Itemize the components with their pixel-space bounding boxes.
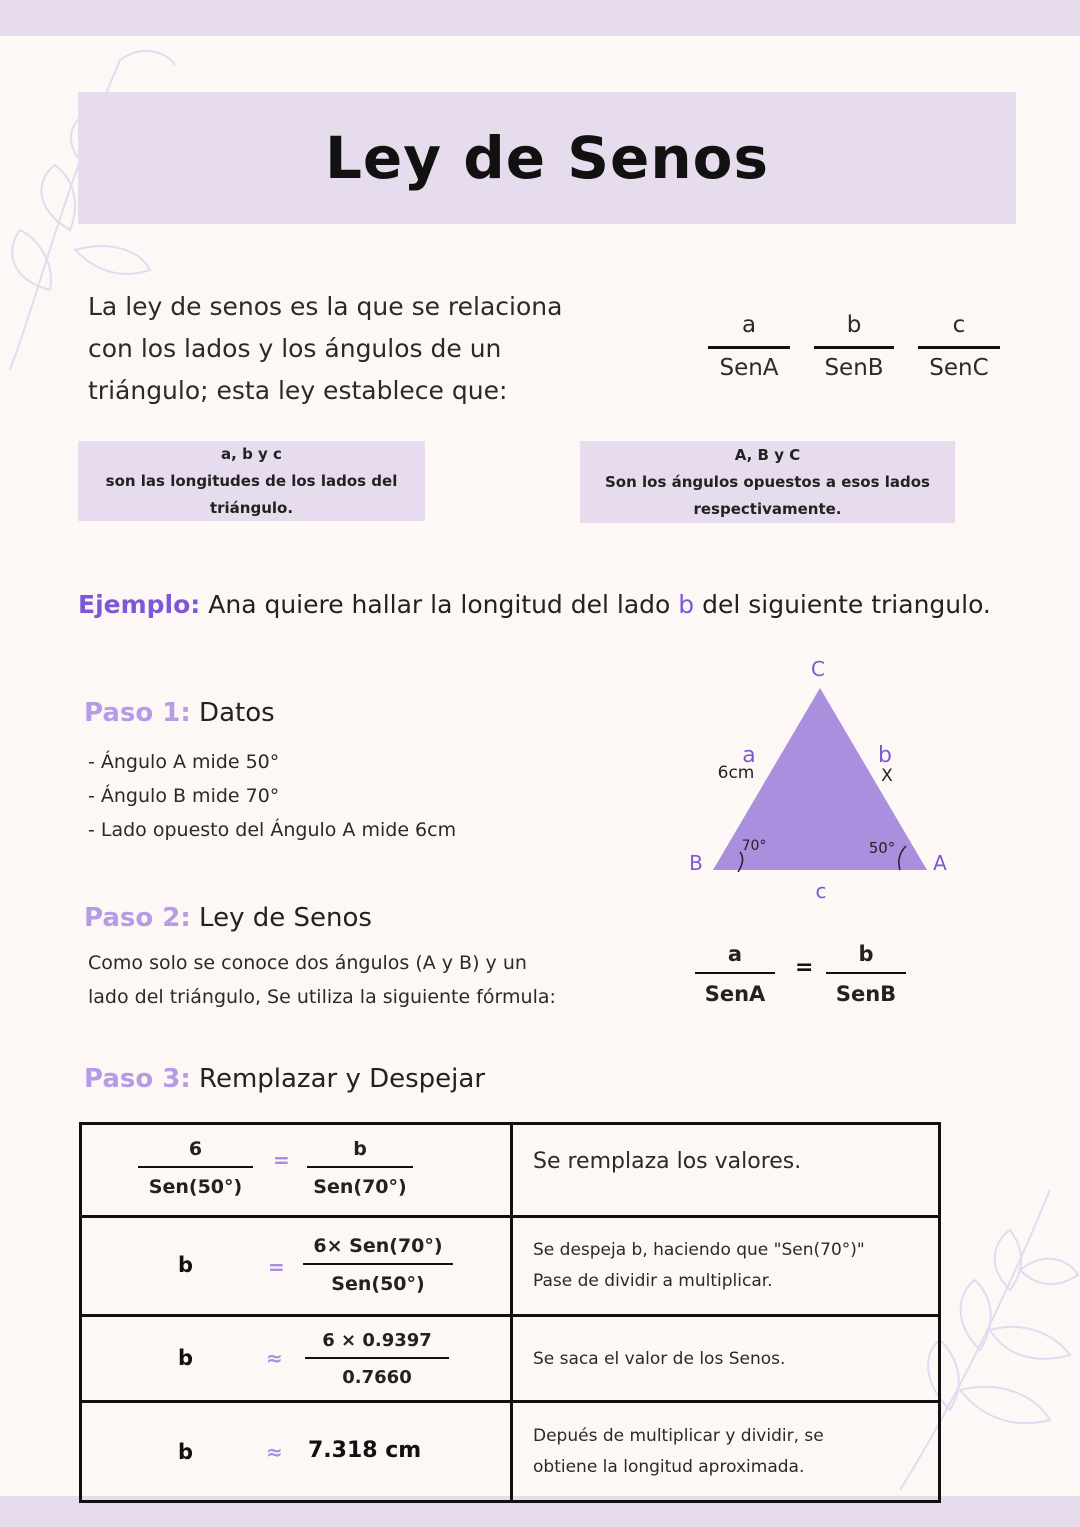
side-c-label: c — [815, 879, 827, 903]
fraction-bar — [814, 346, 894, 349]
vertex-c-label: C — [811, 657, 825, 681]
note-angles-line-1: A, B y C — [734, 445, 801, 464]
intro-line-2: con los lados y los ángulos de un — [88, 334, 502, 363]
triangle-diagram — [670, 650, 970, 910]
table-row — [81, 1316, 940, 1402]
formula-denominator: SenB — [824, 355, 884, 381]
paso2-label: Paso 2: — [84, 903, 191, 933]
intro-line-3: triángulo; esta ley establece que: — [88, 376, 508, 405]
side-a-value: 6cm — [717, 763, 755, 783]
paso3-title: Remplazar y Despejar — [199, 1064, 486, 1094]
row1-right-fraction — [307, 1138, 413, 1198]
fraction-denominator: SenB — [835, 982, 897, 1006]
fraction-numerator: 6× Sen(70°) — [313, 1235, 443, 1257]
example-statement — [78, 590, 991, 619]
paso2-text — [88, 946, 556, 1014]
fraction-bar — [305, 1357, 449, 1359]
fraction-bar — [303, 1263, 453, 1265]
math-cell — [81, 1124, 512, 1217]
row4-desc-line-2: obtiene la longitud aproximada. — [533, 1456, 805, 1477]
row3-right-fraction — [305, 1330, 449, 1388]
math-cell — [81, 1217, 512, 1316]
page-title: Ley de Senos — [324, 124, 770, 192]
title-banner — [78, 92, 1016, 224]
row2-operator: = — [268, 1255, 285, 1279]
angle-b-label: 70° — [741, 838, 767, 854]
intro-paragraph — [88, 286, 628, 412]
fraction-bar — [918, 346, 1000, 349]
note-sides-line-2: son las longitudes de los lados del — [105, 471, 398, 490]
table-row — [81, 1124, 940, 1217]
list-item: - Ángulo B mide 70° — [88, 785, 280, 807]
formula-numerator: b — [846, 312, 862, 338]
vertex-b-label: B — [689, 851, 703, 875]
table-row — [81, 1217, 940, 1316]
fraction-bar — [695, 972, 775, 974]
desc-cell — [512, 1402, 940, 1502]
paso2-fraction-left — [695, 942, 775, 1006]
fraction-denominator: Sen(50°) — [148, 1176, 243, 1198]
paso1-heading — [84, 698, 275, 728]
fraction-numerator: 6 — [188, 1138, 203, 1160]
note-sides — [78, 441, 425, 521]
formula-fraction-b — [814, 312, 894, 381]
paso1-title: Datos — [199, 698, 275, 728]
formula-numerator: c — [952, 312, 966, 338]
list-item: - Ángulo A mide 50° — [88, 751, 280, 773]
intro-line-1: La ley de senos es la que se relaciona — [88, 292, 563, 321]
fraction-bar — [708, 346, 790, 349]
example-text-end: del siguiente triangulo. — [702, 590, 991, 619]
top-band — [0, 0, 1080, 36]
paso2-fraction-right — [826, 942, 906, 1006]
row2-desc-line-1: Se despeja b, haciendo que "Sen(70°)" — [533, 1240, 865, 1260]
row2-desc-line-2: Pase de dividir a multiplicar. — [533, 1271, 773, 1291]
row4-operator: ≈ — [266, 1440, 283, 1464]
fraction-denominator: Sen(70°) — [313, 1176, 407, 1198]
paso2-equals: = — [795, 955, 814, 980]
list-item: - Lado opuesto del Ángulo A mide 6cm — [88, 819, 457, 841]
fraction-numerator: a — [727, 942, 743, 966]
paso3-label: Paso 3: — [84, 1064, 191, 1094]
side-b-value: X — [881, 766, 893, 786]
side-b-label: b — [878, 743, 892, 768]
fraction-bar — [138, 1166, 253, 1168]
row1-desc: Se remplaza los valores. — [533, 1148, 802, 1174]
row4-desc-line-1: Depués de multiplicar y dividir, se — [533, 1425, 824, 1446]
paso2-line-1: Como solo se conoce dos ángulos (A y B) y un — [88, 952, 527, 974]
note-angles-line-2: Son los ángulos opuestos a esos lados — [604, 472, 930, 491]
math-cell — [81, 1316, 512, 1402]
paso1-list — [88, 745, 456, 847]
desc-cell — [512, 1217, 940, 1316]
paso2-heading — [84, 903, 372, 933]
note-angles-line-3: respectivamente. — [693, 499, 842, 518]
row2-left: b — [178, 1253, 194, 1277]
formula-numerator: a — [741, 312, 757, 338]
row3-operator: ≈ — [266, 1346, 283, 1370]
paso3-heading — [84, 1064, 485, 1094]
row4-left: b — [178, 1440, 194, 1464]
angle-a-label: 50° — [868, 839, 896, 857]
fraction-denominator: Sen(50°) — [331, 1273, 425, 1295]
paso2-title: Ley de Senos — [199, 903, 372, 933]
note-angles — [580, 441, 955, 523]
fraction-denominator: SenA — [704, 982, 766, 1006]
fraction-bar — [826, 972, 906, 974]
row3-left: b — [178, 1346, 194, 1370]
paso2-line-2: lado del triángulo, Se utiliza la siguiente fórmula: — [88, 986, 556, 1008]
desc-cell — [512, 1124, 940, 1217]
example-text: Ana quiere hallar la longitud del lado — [208, 590, 671, 619]
steps-table — [79, 1122, 941, 1503]
row2-right-fraction — [303, 1235, 453, 1295]
example-highlight: b — [678, 590, 695, 619]
row1-left-fraction — [138, 1138, 253, 1198]
formula-fraction-a — [708, 312, 790, 381]
formula-denominator: SenC — [929, 355, 989, 381]
paso1-label: Paso 1: — [84, 698, 191, 728]
fraction-denominator: 0.7660 — [342, 1367, 412, 1388]
fraction-bar — [307, 1166, 413, 1168]
row4-result: 7.318 cm — [308, 1438, 422, 1463]
fraction-numerator: 6 × 0.9397 — [322, 1330, 432, 1351]
row3-desc: Se saca el valor de los Senos. — [533, 1348, 786, 1369]
side-a-label: a — [742, 743, 756, 768]
fraction-numerator: b — [858, 942, 874, 966]
note-sides-line-3: triángulo. — [209, 498, 294, 517]
row1-operator: = — [273, 1148, 290, 1172]
vertex-a-label: A — [933, 851, 947, 875]
example-label: Ejemplo: — [78, 590, 201, 619]
formula-denominator: SenA — [719, 355, 779, 381]
math-cell — [81, 1402, 512, 1502]
table-row — [81, 1402, 940, 1502]
fraction-numerator: b — [353, 1138, 367, 1160]
formula-fraction-c — [918, 312, 1000, 381]
note-sides-line-1: a, b y c — [221, 444, 282, 463]
desc-cell — [512, 1316, 940, 1402]
